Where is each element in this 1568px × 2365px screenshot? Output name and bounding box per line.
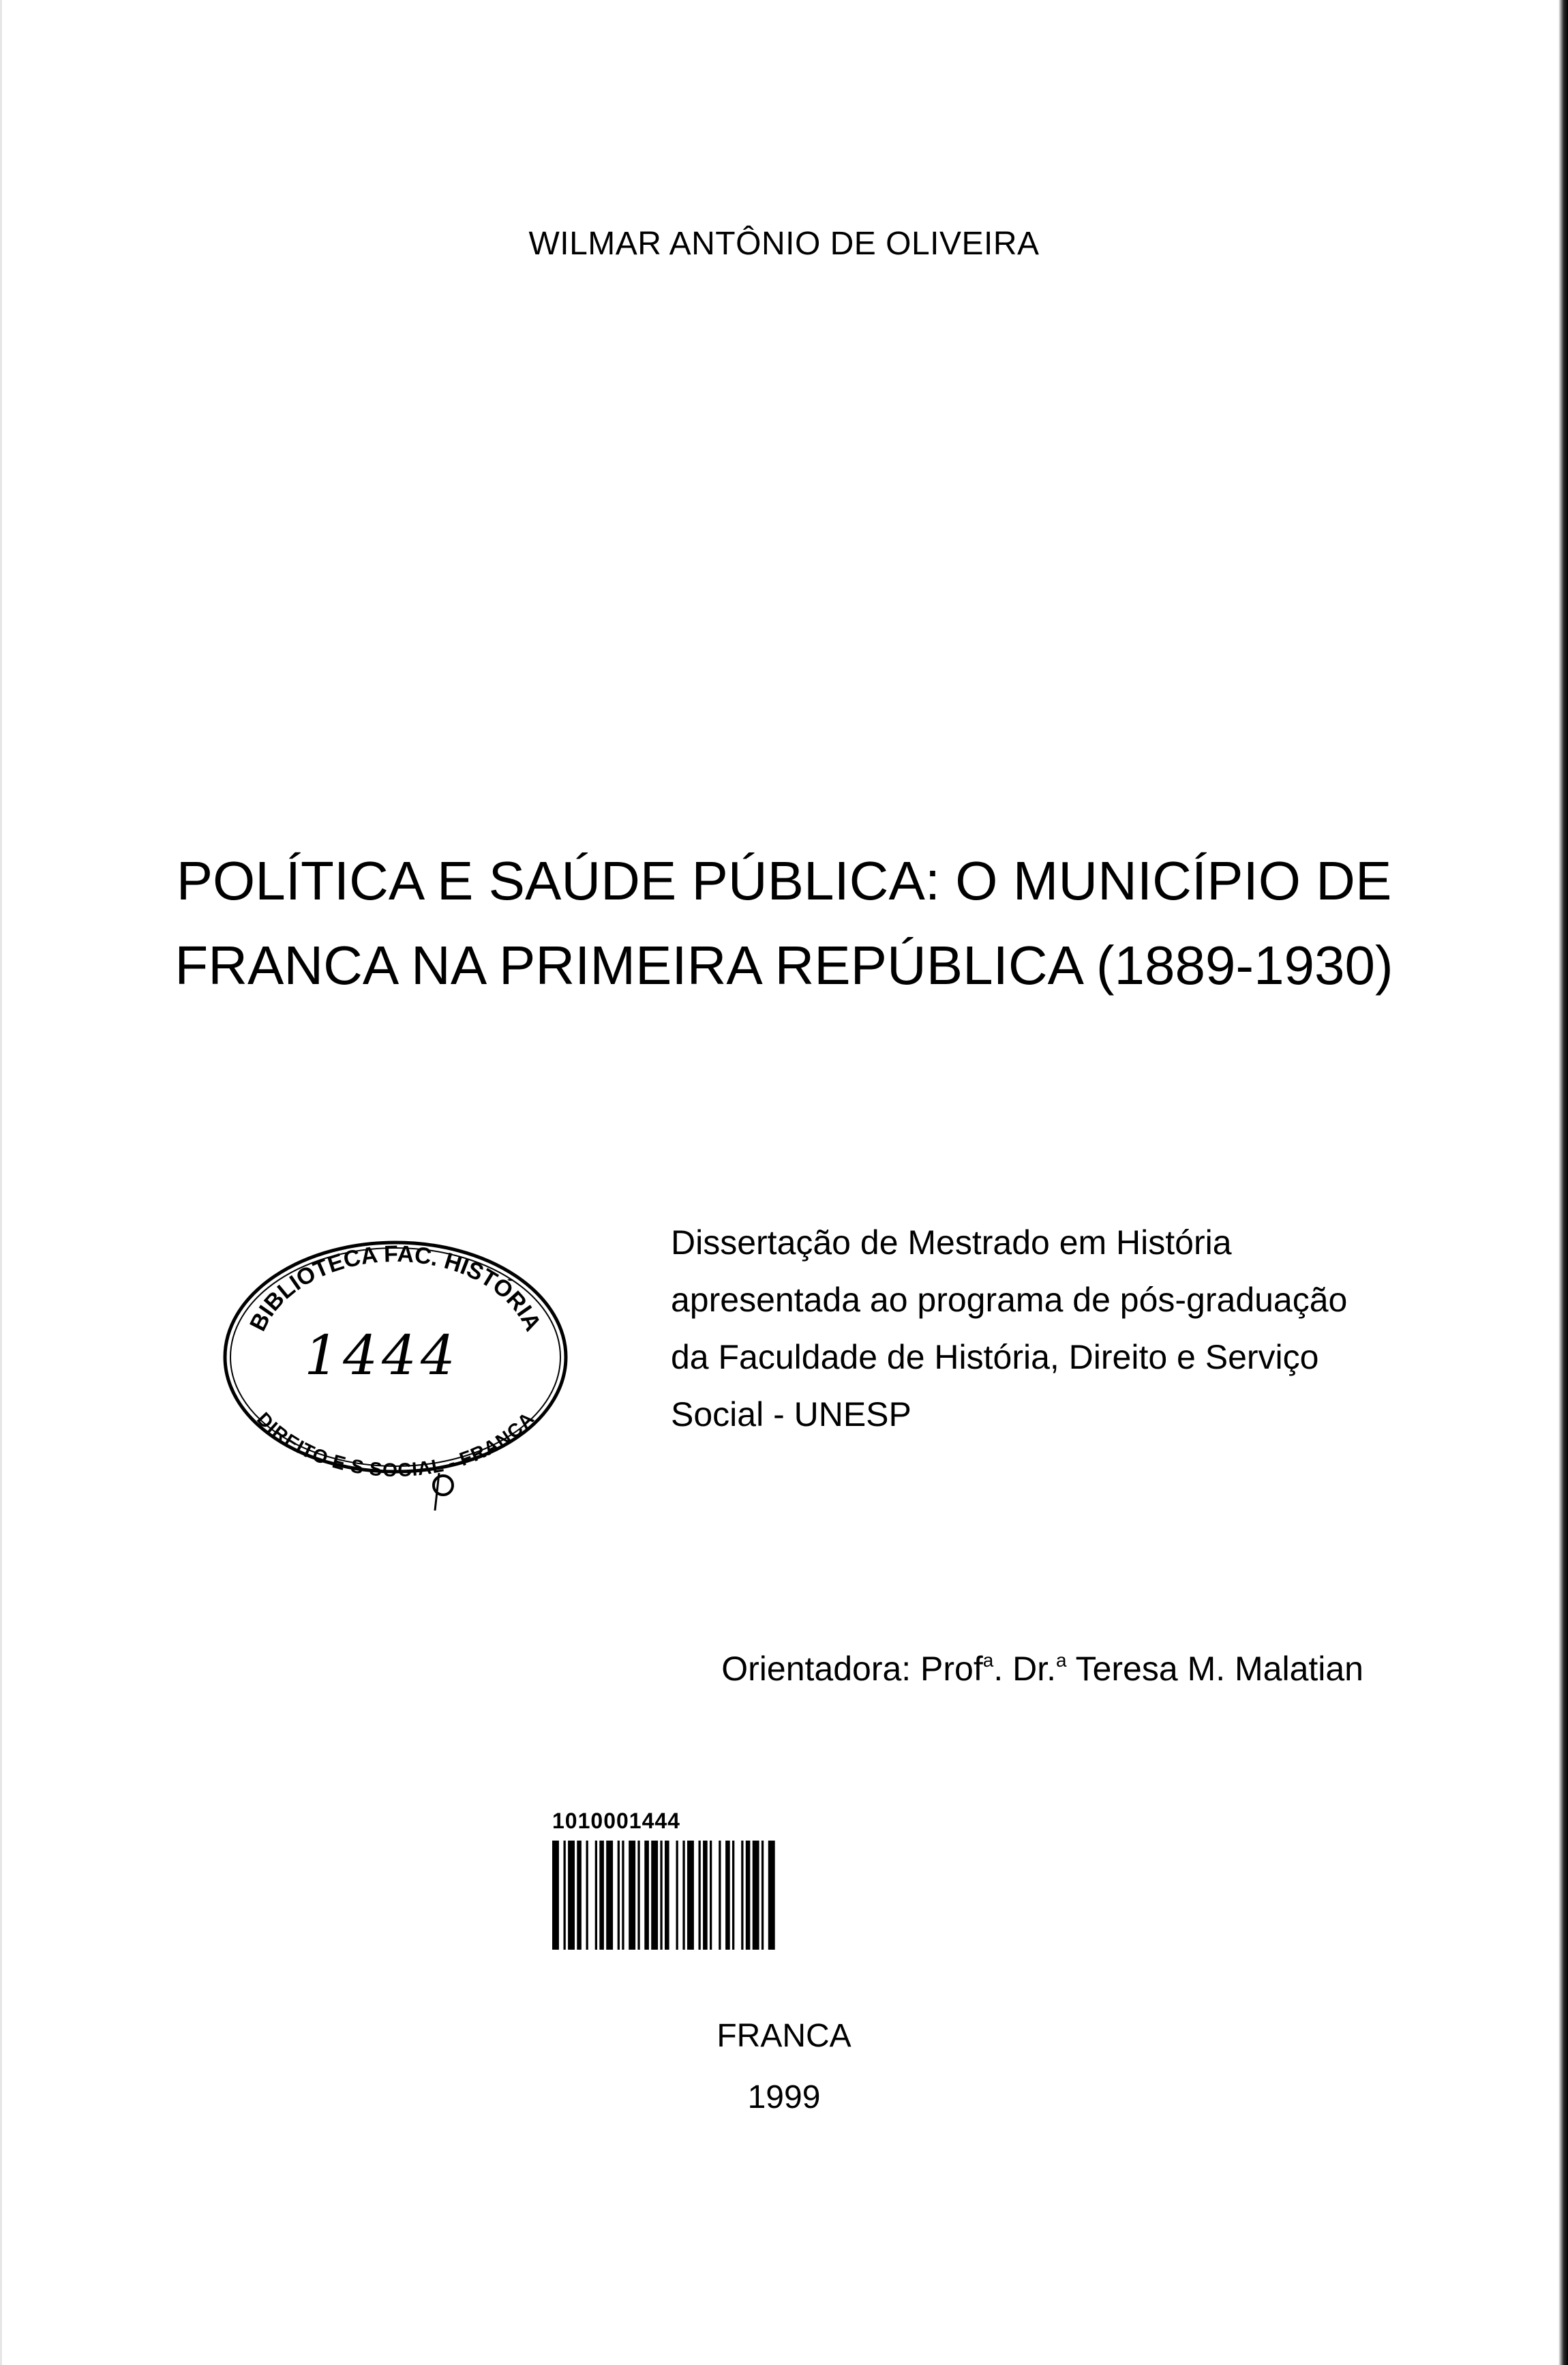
barcode-bar [703,1841,708,1950]
barcode-bar [577,1841,582,1950]
barcode-bar [768,1841,775,1950]
dissertation-description [671,1214,1363,1443]
city: FRANCA [717,2018,851,2054]
barcode-bar [725,1841,730,1950]
year: 1999 [747,2079,821,2115]
advisor-ordinal-1: a [982,1650,994,1671]
advisor-ordinal-2: a [1056,1650,1067,1671]
barcode-bar [595,1841,597,1950]
author-name: WILMAR ANTÔNIO DE OLIVEIRA [528,226,1040,262]
barcode-bar [622,1841,624,1950]
dissertation-line-3: da Faculdade de História, Direito e Serviço [671,1338,1319,1376]
scan-edge-right [1558,0,1568,2365]
advisor-prefix: Orientadora: Prof [721,1650,983,1688]
barcode-bar [629,1841,635,1950]
barcode-bar [651,1841,658,1950]
stamp-bottom-text: DIREITO E S SOCIAL - FRANCA [252,1408,539,1481]
barcode-bar [606,1841,613,1950]
barcode-bar [710,1841,712,1950]
advisor-name: Teresa M. Malatian [1066,1650,1363,1688]
barcode-bar [660,1841,662,1950]
barcode-bar [746,1841,751,1950]
barcode-bar [564,1841,566,1950]
barcode-bar [586,1841,588,1950]
advisor-line [682,1649,1363,1689]
barcode-bar [676,1841,678,1950]
dissertation-line-1: Dissertação de Mestrado em História [671,1223,1232,1262]
title-line-1: POLÍTICA E SAÚDE PÚBLICA: O MUNICÍPIO DE [176,850,1392,911]
thesis-title [0,839,1568,1008]
barcode-block [551,1809,837,1950]
barcode-bar [719,1841,721,1950]
barcode-number: 1010001444 [552,1809,680,1833]
barcode-bar [552,1841,559,1950]
stamp-handwritten-number: 1444 [304,1324,459,1387]
dissertation-line-2: apresentada ao programa de pós-graduação [671,1281,1348,1319]
stamp-top-text: BIBLIOTECA FAC. HISTÓRIA [245,1240,546,1335]
barcode-bar [687,1841,694,1950]
barcode-bar [644,1841,649,1950]
barcode-bar [618,1841,620,1950]
scan-edge-left [0,0,2,2365]
barcode-bar [637,1841,639,1950]
barcode-bar [682,1841,684,1950]
library-stamp [218,1228,573,1514]
barcode-bar [741,1841,743,1950]
barcode-bar [568,1841,575,1950]
barcode-bars [551,1841,824,1950]
barcode-bar [762,1841,764,1950]
barcode-bar [699,1841,701,1950]
barcode-bar [732,1841,734,1950]
advisor-title: . Dr. [993,1650,1057,1688]
barcode-bar [665,1841,669,1950]
barcode-bar [753,1841,759,1950]
dissertation-line-4: Social - UNESP [671,1395,911,1433]
title-line-2: FRANCA NA PRIMEIRA REPÚBLICA (1889-1930) [175,935,1393,996]
barcode-bar [599,1841,604,1950]
